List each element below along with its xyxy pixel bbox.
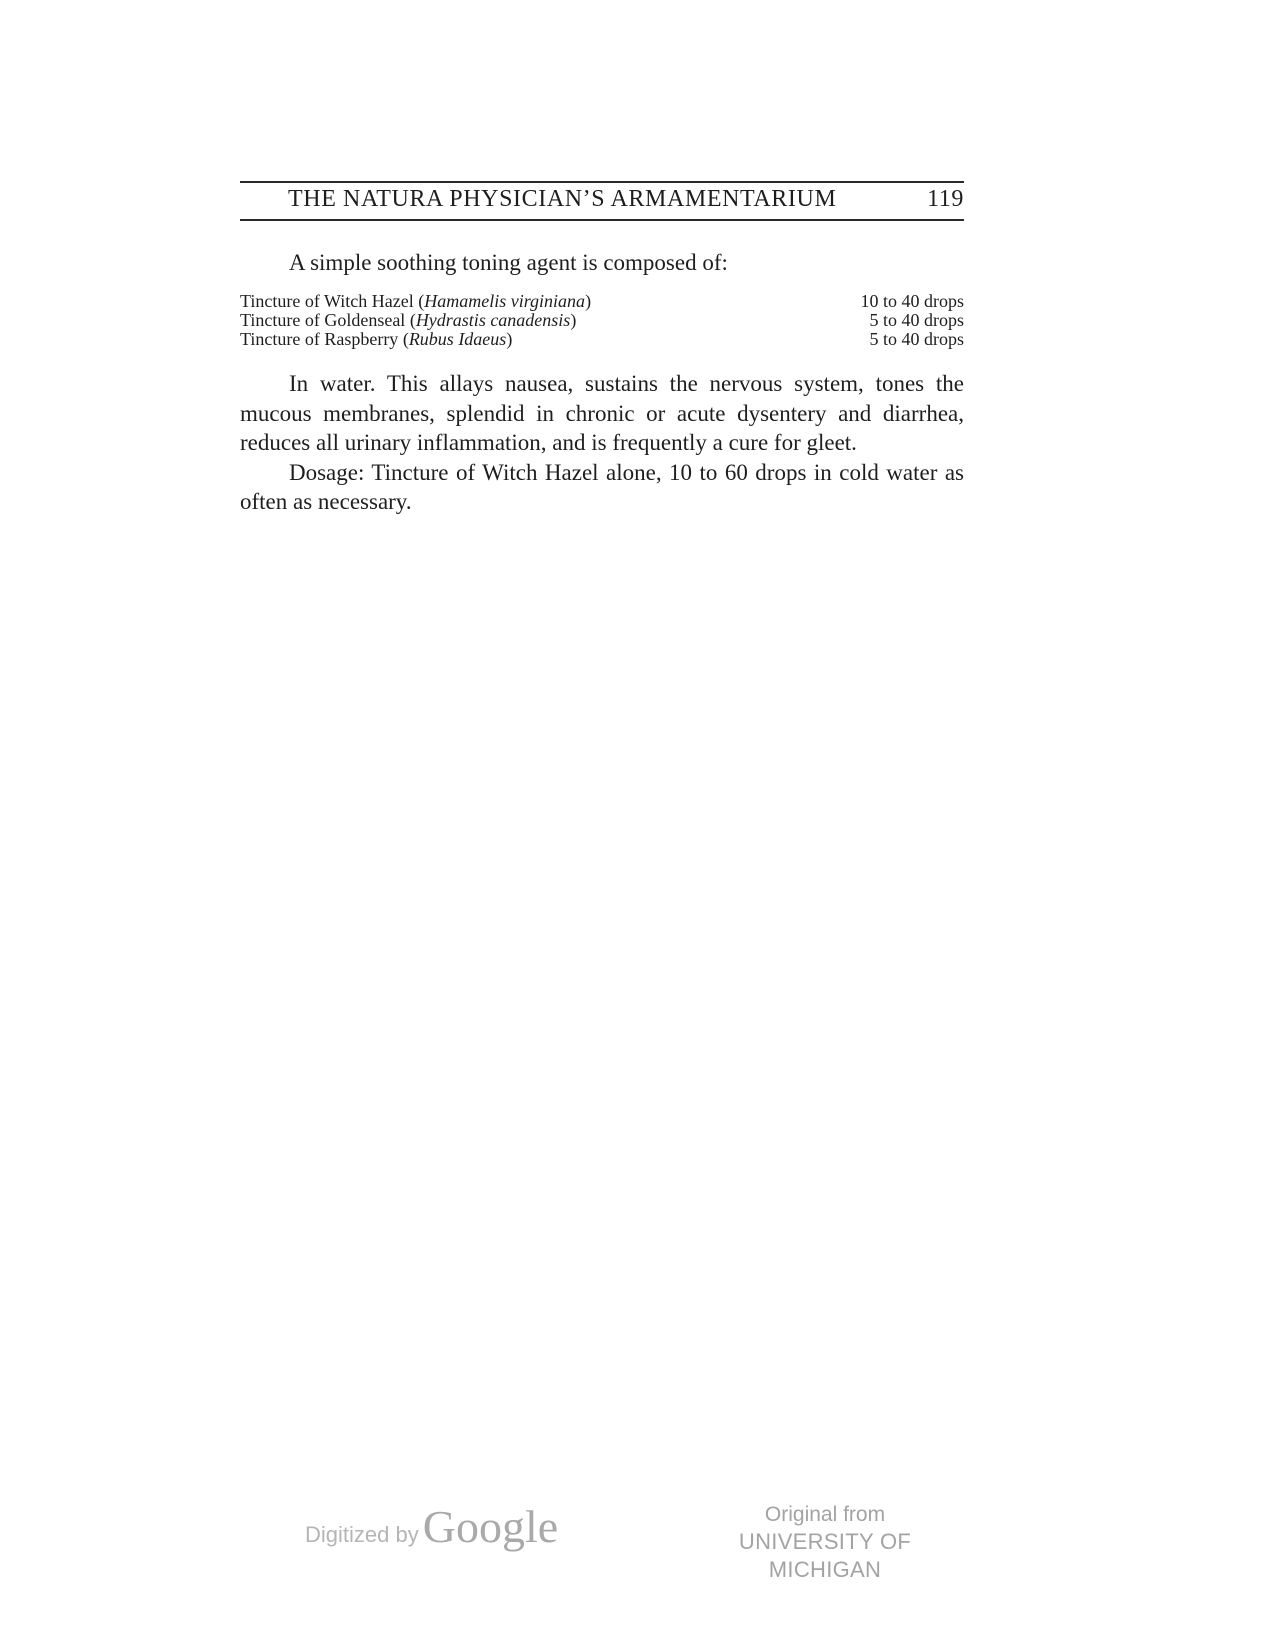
formula-row	[240, 330, 964, 349]
ingredient-latin: Rubus Idaeus	[408, 329, 507, 349]
formula-ingredient: Tincture of Goldenseal (Hydrastis canadensis)	[240, 310, 577, 330]
running-head	[240, 186, 964, 216]
google-logo: Google	[422, 1501, 559, 1552]
formula-dose: 5 to 40 drops	[869, 310, 964, 330]
university-label: UNIVERSITY OF MICHIGAN	[738, 1529, 912, 1582]
formula-list	[240, 292, 964, 349]
formula-ingredient: Tincture of Witch Hazel (Hamamelis virginiana)	[240, 291, 592, 311]
original-from-label: Original from	[764, 1503, 886, 1526]
ingredient-latin: Hamamelis virginiana	[424, 291, 586, 311]
ingredient-name: Tincture of Goldenseal	[240, 310, 406, 330]
formula-row	[240, 311, 964, 330]
original-from-watermark	[680, 1502, 970, 1584]
ingredient-latin: Hydrastis canadensis	[415, 310, 571, 330]
formula-dose: 10 to 40 drops	[860, 291, 964, 311]
intro-line: A simple soothing toning agent is composed of:	[289, 250, 728, 275]
digitized-by-label: Digitized by	[305, 1522, 419, 1547]
header-rule-top	[240, 181, 964, 183]
paragraph-dosage: Dosage: Tincture of Witch Hazel alone, 10 to 60 drops in cold water as often as necessary.	[240, 459, 964, 514]
formula-ingredient: Tincture of Raspberry (Rubus Idaeus)	[240, 329, 513, 349]
page-number: 119	[927, 186, 964, 212]
digitized-by-google-watermark	[305, 1500, 558, 1553]
header-rule-bottom	[240, 219, 964, 221]
ingredient-name: Tincture of Raspberry	[240, 329, 399, 349]
formula-row	[240, 292, 964, 311]
formula-dose: 5 to 40 drops	[869, 329, 964, 349]
ingredient-name: Tincture of Witch Hazel	[240, 291, 414, 311]
running-head-title: THE NATURA PHYSICIAN’S ARMAMENTARIUM	[288, 186, 837, 212]
paragraph-usage: In water. This allays nausea, sustains the nervous system, tones the mucous membranes, splendid in chronic or acute dysentery and diarrhea, reduces all urinary inflammation, and is frequently a cure for gleet.	[240, 371, 964, 455]
body-text	[240, 369, 964, 517]
